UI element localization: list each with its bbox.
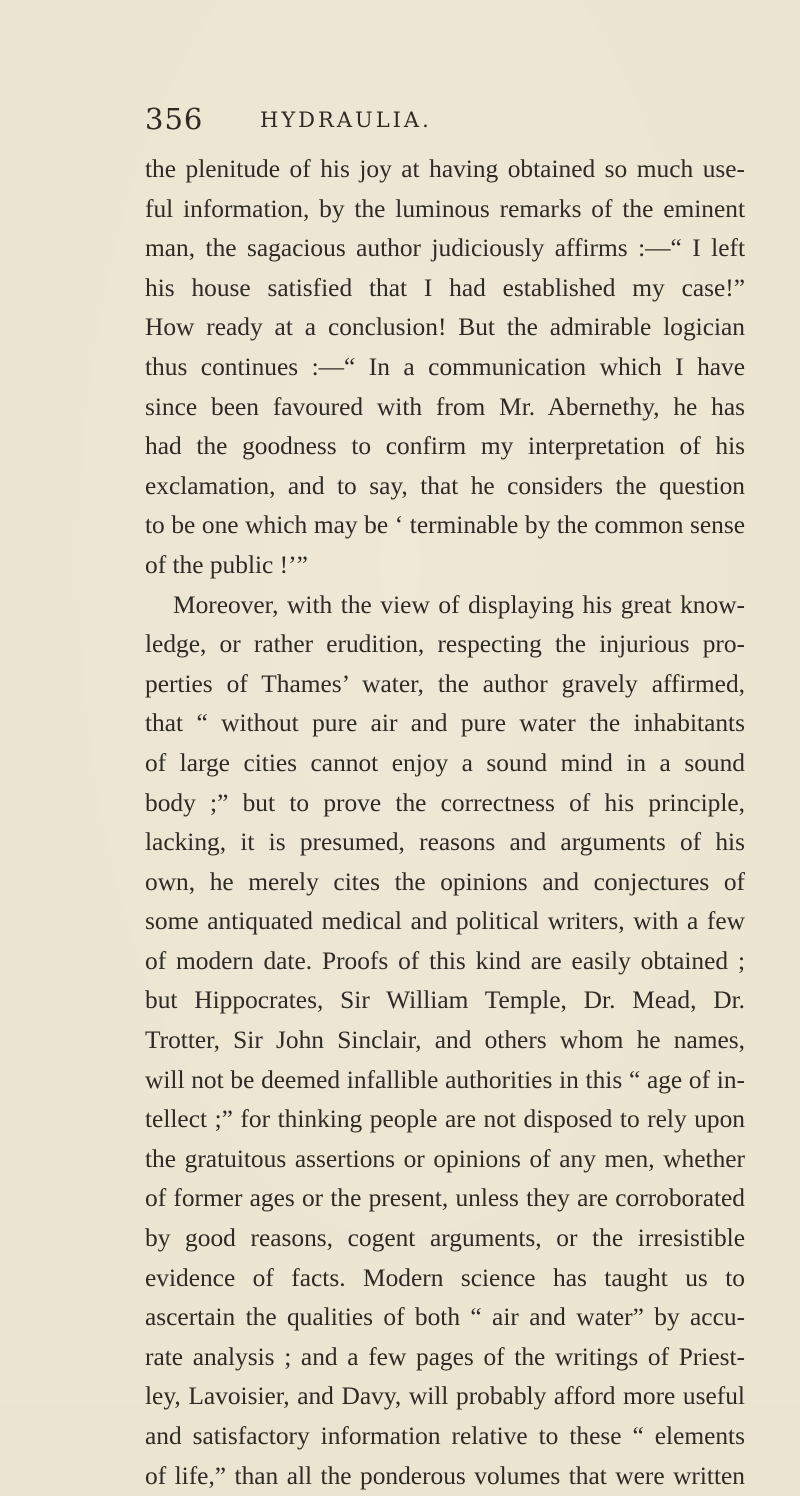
body-text bbox=[145, 150, 745, 1496]
text-line: had the goodness to confirm my interpretation of his bbox=[145, 432, 745, 461]
text-line: tellect ;” for thinking people are not disposed to rely upon bbox=[145, 1105, 745, 1134]
text-line: the plenitude of his joy at having obtained so much use- bbox=[145, 155, 745, 183]
text-line: rate analysis ; and a few pages of the writings of Priest- bbox=[145, 1342, 745, 1371]
text-line: that “ without pure air and pure water the inhabitants bbox=[145, 709, 745, 738]
text-line: by good reasons, cogent arguments, or the irresistible bbox=[145, 1224, 745, 1253]
text-line: own, he merely cites the opinions and conjectures of bbox=[145, 867, 745, 896]
text-line: some antiquated medical and political writers, with a few bbox=[145, 907, 745, 936]
text-line: of the public !’” bbox=[145, 550, 308, 579]
text-line: Moreover, with the view of displaying his great know- bbox=[173, 590, 745, 619]
page-number: 356 bbox=[145, 102, 204, 136]
text-line: of large cities cannot enjoy a sound mind in a sound bbox=[145, 748, 745, 777]
text-line: since been favoured with from Mr. Abernethy, he has bbox=[145, 392, 745, 421]
text-line: ful information, by the luminous remarks of the eminent bbox=[145, 194, 745, 223]
running-head: HYDRAULIA. bbox=[260, 108, 432, 132]
text-line: How ready at a conclusion! But the admirable logician bbox=[145, 313, 745, 342]
text-line: will not be deemed infallible authorities in this “ age of in- bbox=[145, 1065, 745, 1094]
text-line: to be one which may be ‘ terminable by the common sense bbox=[145, 511, 745, 540]
text-line: lacking, it is presumed, reasons and arguments of his bbox=[145, 828, 745, 857]
text-line: ledge, or rather erudition, respecting the injurious pro- bbox=[145, 630, 745, 659]
text-line: thus continues :—“ In a communication which I have bbox=[145, 352, 745, 381]
text-line: Trotter, Sir John Sinclair, and others whom he names, bbox=[145, 1026, 745, 1055]
text-line: and satisfactory information relative to these “ elements bbox=[145, 1422, 745, 1450]
text-line: man, the sagacious author judiciously affirms :—“ I left bbox=[145, 234, 745, 263]
text-line: of life,” than all the ponderous volumes that were written bbox=[145, 1461, 745, 1490]
text-line: his house satisfied that I had established my case!” bbox=[145, 273, 745, 302]
text-line: ascertain the qualities of both “ air and water” by accu- bbox=[145, 1303, 745, 1332]
text-line: of former ages or the present, unless they are corroborated bbox=[145, 1184, 745, 1213]
text-line: body ;” but to prove the correctness of his principle, bbox=[145, 788, 745, 817]
text-line: but Hippocrates, Sir William Temple, Dr. Mead, Dr. bbox=[145, 986, 745, 1015]
text-line: exclamation, and to say, that he considers the question bbox=[145, 471, 745, 500]
page-header bbox=[145, 102, 745, 142]
text-line: evidence of facts. Modern science has taught us to bbox=[145, 1263, 745, 1292]
text-line: ley, Lavoisier, and Davy, will probably afford more useful bbox=[145, 1382, 745, 1411]
text-line: the gratuitous assertions or opinions of any men, whether bbox=[145, 1144, 745, 1173]
text-line: of modern date. Proofs of this kind are easily obtained ; bbox=[145, 946, 745, 975]
text-line: perties of Thames’ water, the author gravely affirmed, bbox=[145, 669, 745, 698]
